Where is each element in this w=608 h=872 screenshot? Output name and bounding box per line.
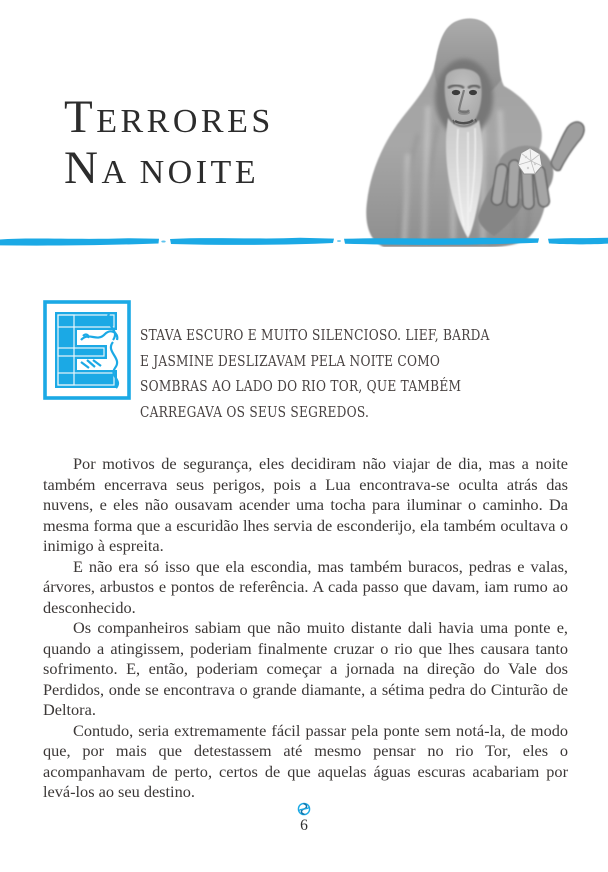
wizard-thumb — [551, 122, 584, 171]
drop-cap-ornate-initial-e — [43, 300, 131, 400]
brush-divider — [0, 233, 608, 251]
body-paragraph: Contudo, seria extremamente fácil passar pela ponte sem notá-la, de modo que, por mais que detestassem até mesmo pensar no rio Tor, eles o acompanhavam de perto, certos de que aquelas águas escuras acabariam por levá-los ao seu destino. — [43, 720, 568, 801]
body-paragraphs — [43, 454, 568, 803]
page-number: 6 — [300, 817, 308, 834]
body-paragraph: Os companheiros sabiam que não muito distante dali havia uma ponte e, quando a atingissem, poderiam finalmente cruzar o rio que lhes causara tanto sofrimento. E, então, poderiam começar a jornada na direção do Vale dos Perdidos, onde se encontrava o grande diamante, a sétima pedra do Cinturão de Deltora. — [43, 618, 568, 719]
body-paragraph: Por motivos de segurança, eles decidiram não viajar de dia, mas a noite também encerrava seus perigos, pois a Lua encontrava-se oculta atrás das nuvens, e eles não ousavam acender uma tocha para iluminar o caminho. Da mesma forma que a escuridão lhes servia de esconderijo, ela também ocultava o inimigo à espreita. — [43, 454, 568, 555]
text-column — [43, 300, 568, 803]
body-paragraph: E não era só isso que ela escondia, mas também buracos, pedras e valas, árvores, arbustos e pontos de referência. A cada passo que davam, iam rumo ao desconhecido. — [43, 556, 568, 617]
opening-block — [43, 300, 568, 426]
knot-ornament-icon — [297, 802, 311, 816]
chapter-title-line-1: TERRORES — [64, 91, 274, 143]
chapter-title-line-2: NA NOITE — [64, 142, 260, 194]
page-footer — [0, 802, 608, 835]
opening-paragraph: STAVA ESCURO E MUITO SILENCIOSO. LIEF, BARDA E JASMINE DESLIZAVAM PELA NOITE COMO SOMBRAS AO LADO DO RIO TOR, QUE TAMBÉM CARREGAVA OS SEUS SEGREDOS. — [140, 328, 490, 421]
hooded-wizard-illustration — [358, 14, 608, 247]
chapter-title — [64, 91, 274, 196]
